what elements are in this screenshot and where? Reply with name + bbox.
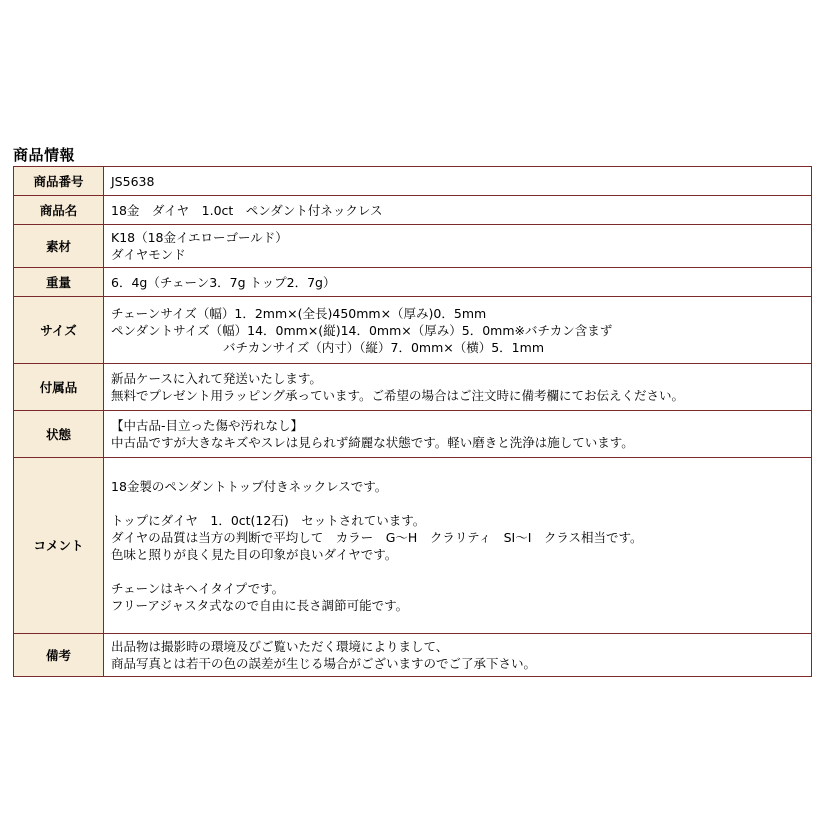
comment-line: 18金製のペンダントトップ付きネックレスです。	[111, 478, 388, 494]
comment-line	[111, 495, 811, 512]
product-info-table	[13, 166, 812, 677]
material-label: 素材	[14, 225, 104, 268]
comment-line: トップにダイヤ 1．0ct(12石) セットされています。	[111, 512, 426, 528]
condition-line: 【中古品-目立った傷や汚れなし】	[111, 418, 304, 433]
material-line: K18（18金イエローゴールド）	[111, 230, 288, 245]
size-value	[104, 297, 812, 364]
accessories-line: 新品ケースに入れて発送いたします。	[111, 371, 322, 386]
condition-line: 中古品ですが大きなキズやスレは見られず綺麗な状態です。軽い磨きと洗浄は施しています。	[111, 435, 634, 450]
item-name-label: 商品名	[14, 196, 104, 225]
comment-line: チェーンはキヘイタイプです。	[111, 580, 285, 596]
weight-label: 重量	[14, 268, 104, 297]
comment-line: フリーアジャスタ式なので自由に長さ調節可能です。	[111, 597, 409, 613]
comment-line: 色味と照りが良く見た目の印象が良いダイヤです。	[111, 546, 398, 562]
row-item-number	[14, 167, 812, 196]
row-remarks	[14, 634, 812, 677]
item-name-value: 18金 ダイヤ 1.0ct ペンダント付ネックレス	[104, 196, 812, 225]
remarks-line: 出品物は撮影時の環境及びご覧いただく環境によりまして、	[111, 639, 449, 654]
size-line: チェーンサイズ（幅）1．2mm×(全長)450mm×（厚み)0．5mm	[111, 305, 487, 321]
comment-label: コメント	[14, 458, 104, 634]
row-material	[14, 225, 812, 268]
row-size	[14, 297, 812, 364]
section-title: 商品情報	[13, 146, 76, 164]
condition-value	[104, 411, 812, 458]
accessories-line: 無料でプレゼント用ラッピング承っています。ご希望の場合はご注文時に備考欄にてお伝えください。	[111, 388, 685, 403]
size-line: バチカンサイズ（内寸）（縦）7．0mm×（横）5．1mm	[223, 339, 544, 355]
row-accessories	[14, 364, 812, 411]
material-value	[104, 225, 812, 268]
row-item-name	[14, 196, 812, 225]
weight-value: 6．4g（チェーン3．7g トップ2．7g）	[104, 268, 812, 297]
item-number-value: JS5638	[104, 167, 812, 196]
item-number-label: 商品番号	[14, 167, 104, 196]
comment-line: ダイヤの品質は当方の判断で平均して カラー G〜H クラリティ SI〜I クラス相当です。	[111, 529, 643, 545]
accessories-value	[104, 364, 812, 411]
row-weight	[14, 268, 812, 297]
comment-line	[111, 563, 811, 580]
remarks-value	[104, 634, 812, 677]
size-line: ペンダントサイズ（幅）14．0mm×(縦)14．0mm×（厚み）5．0mm※バチカン含まず	[111, 322, 613, 338]
size-label: サイズ	[14, 297, 104, 364]
comment-value	[104, 458, 812, 634]
remarks-line: 商品写真とは若干の色の誤差が生じる場合がございますのでご了承下さい。	[111, 656, 537, 671]
condition-label: 状態	[14, 411, 104, 458]
remarks-label: 備考	[14, 634, 104, 677]
row-comment	[14, 458, 812, 634]
material-line: ダイヤモンド	[111, 247, 186, 262]
accessories-label: 付属品	[14, 364, 104, 411]
row-condition	[14, 411, 812, 458]
